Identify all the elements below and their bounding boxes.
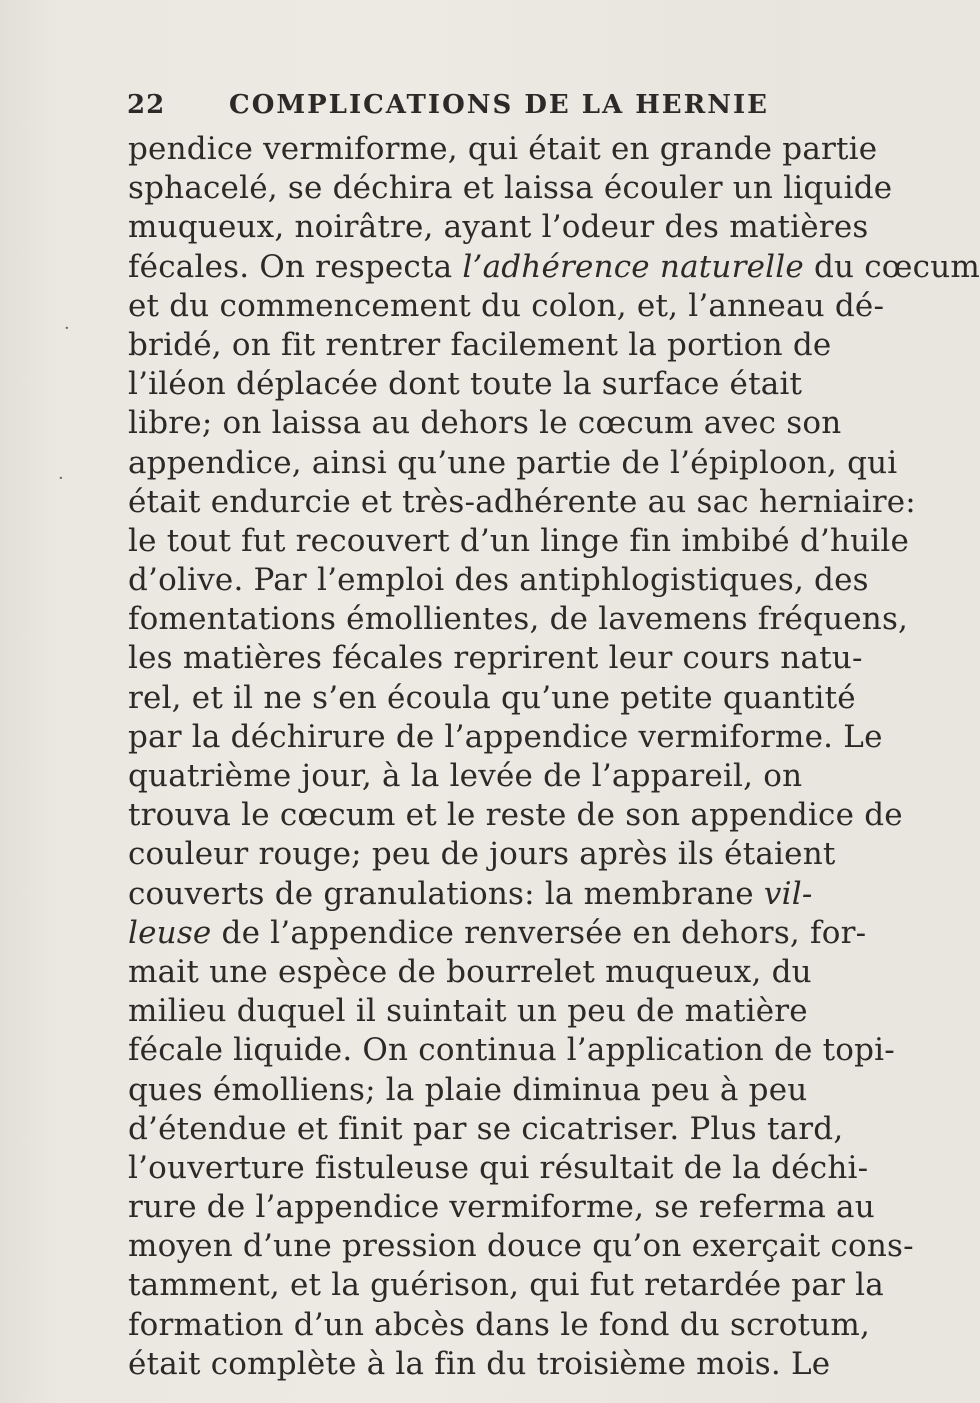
- page-header: [127, 90, 769, 130]
- text-fragment: de l’appendice renversée en dehors, for-: [211, 914, 867, 951]
- text-line: bridé, on fit rentrer facilement la portion de: [128, 326, 832, 363]
- text-line: était endurcie et très-adhérente au sac herniaire:: [128, 483, 916, 520]
- text-line: tamment, et la guérison, qui fut retardée par la: [128, 1267, 884, 1304]
- text-line: d’olive. Par l’emploi des antiphlogistiques, des: [128, 562, 869, 599]
- text-line: [128, 248, 980, 287]
- text-line: moyen d’une pression douce qu’on exerçait cons-: [128, 1228, 914, 1265]
- text-line: était complète à la fin du troisième mois. Le: [128, 1345, 831, 1382]
- text-fragment: fécales. On respecta: [128, 248, 463, 285]
- text-line: l’ouverture fistuleuse qui résultait de la déchi-: [128, 1149, 869, 1186]
- text-line: rel, et il ne s’en écoula qu’une petite quantité: [128, 679, 856, 716]
- text-line: mait une espèce de bourrelet muqueux, du: [128, 953, 812, 990]
- margin-speck: ·: [64, 318, 70, 339]
- text-line: les matières fécales reprirent leur cours natu-: [128, 640, 863, 677]
- text-line: appendice, ainsi qu’une partie de l’épiploon, qui: [128, 444, 898, 481]
- italic-word: leuse: [128, 914, 212, 951]
- text-line: rure de l’appendice vermiforme, se referma au: [128, 1189, 875, 1226]
- text-line: l’iléon déplacée dont toute la surface était: [128, 366, 803, 403]
- text-line: le tout fut recouvert d’un linge fin imbibé d’huile: [128, 522, 910, 559]
- text-line: [128, 914, 867, 953]
- text-line: formation d’un abcès dans le fond du scrotum,: [128, 1306, 871, 1343]
- text-fragment: couverts de granulations: la membrane: [128, 875, 764, 912]
- text-line: libre; on laissa au dehors le cœcum avec son: [128, 405, 842, 442]
- text-line: fécale liquide. On continua l’application de topi-: [128, 1032, 895, 1069]
- text-line: ques émolliens; la plaie diminua peu à peu: [128, 1071, 808, 1108]
- running-title: COMPLICATIONS DE LA HERNIE: [229, 90, 769, 120]
- text-line: et du commencement du colon, et, l’anneau dé-: [128, 287, 885, 324]
- text-line: fomentations émollientes, de lavemens fréquens,: [128, 601, 909, 638]
- italic-phrase: l’adhérence naturelle: [462, 248, 804, 285]
- text-line: d’étendue et finit par se cicatriser. Plus tard,: [128, 1110, 844, 1147]
- text-line: milieu duquel il suintait un peu de matière: [128, 993, 808, 1030]
- margin-speck: ·: [58, 468, 64, 489]
- text-line: pendice vermiforme, qui était en grande partie: [128, 131, 878, 167]
- body-text: [128, 130, 980, 1384]
- text-line: muqueux, noirâtre, ayant l’odeur des matières: [128, 209, 869, 246]
- text-line: [128, 875, 813, 914]
- italic-word: vil-: [763, 875, 813, 912]
- text-line: couleur rouge; peu de jours après ils étaient: [128, 836, 836, 873]
- page-number: 22: [127, 90, 166, 120]
- text-fragment: du cœcum: [803, 248, 980, 285]
- text-line: quatrième jour, à la levée de l’appareil, on: [128, 758, 803, 794]
- text-line: sphacelé, se déchira et laissa écouler un liquide: [128, 170, 893, 207]
- text-line: trouva le cœcum et le reste de son appendice de: [128, 797, 903, 834]
- text-line: par la déchirure de l’appendice vermiforme. Le: [128, 718, 883, 755]
